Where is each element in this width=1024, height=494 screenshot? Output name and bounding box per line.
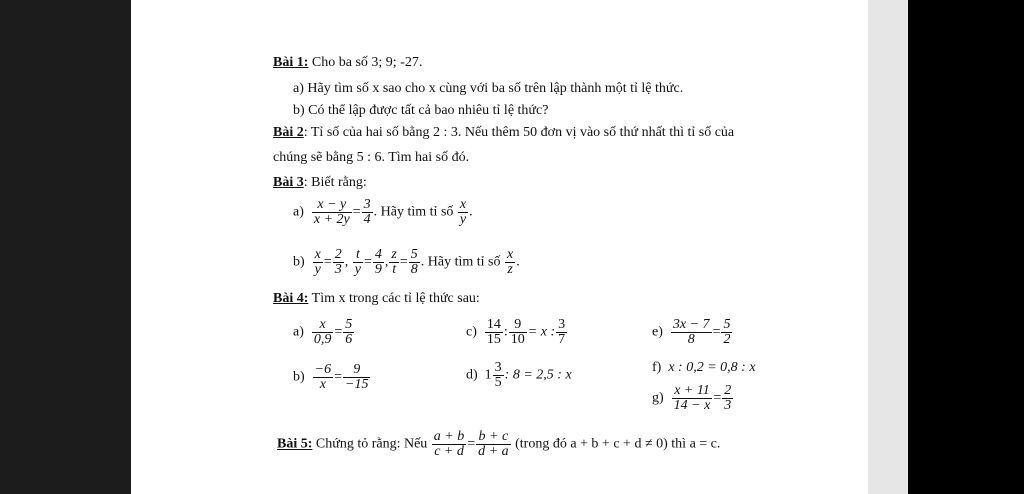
bai1-b: b) Có thể lập được tất cả bao nhiêu tỉ lệ thức?: [293, 103, 549, 118]
bai5-text: Chứng tỏ rằng: Nếu: [315, 436, 428, 452]
bai4-e: e) $\frac{3x - 7}{8}$ = $\frac{5}{2}$: [652, 317, 731, 347]
fraction: $\frac{5}{6}$: [345, 317, 353, 347]
document-page: [131, 0, 868, 494]
fraction: $\frac{2}{3}$: [334, 247, 342, 277]
fraction: $\frac{9}{-15}$: [345, 362, 369, 392]
bai4-g: g) $\frac{x + 11}{14 - x}$ = $\frac{2}{3}$: [652, 383, 732, 413]
bai1-text: Cho ba số 3; 9; -27.: [311, 55, 423, 70]
bai4-b: b) $\frac{-6}{x}$ = $\frac{9}{-15}$: [293, 362, 369, 392]
bai1-line: [273, 55, 422, 71]
bai2-text1: : Tỉ số của hai số bằng 2 : 3. Nếu thêm 50 đơn vị vào số thứ nhất thì tỉ số của: [303, 125, 735, 140]
bai4-text: Tìm x trong các tỉ lệ thức sau:: [311, 291, 480, 306]
bai4-title: Bài 4:: [273, 291, 309, 306]
bai3-b-label: b): [293, 254, 305, 270]
bai2-line1: [273, 125, 734, 141]
fraction: $\frac{3x - 7}{8}$: [672, 317, 710, 347]
fraction: $\frac{4}{9}$: [374, 247, 382, 277]
fraction: $\frac{a + b}{c + d}$: [433, 429, 465, 459]
bai4-c: c) $\frac{14}{15}$ : $\frac{9}{10}$ = x : $\frac{3}{7}$: [466, 317, 566, 347]
fraction: $\frac{3}{7}$: [558, 317, 566, 347]
bai3-line: [273, 175, 367, 191]
bai3-title: Bài 3: [273, 175, 304, 190]
fraction: $\frac{2}{3}$: [724, 383, 732, 413]
bai1-a: a) Hãy tìm số x sao cho x cùng với ba số trên lập thành một tỉ lệ thức.: [293, 81, 684, 96]
fraction: $\frac{b + c}{d + a}$: [478, 429, 509, 459]
bai5-line: Bài 5: Chứng tỏ rằng: Nếu $\frac{a + b}{c + d}$ = $\frac{b + c}{d + a}$ (trong đó a + b + c + d ≠ 0) thì a = c.: [277, 429, 721, 459]
fraction: $\frac{-6}{x}$: [314, 362, 332, 392]
bai5-title: Bài 5:: [277, 436, 313, 452]
fraction: $\frac{z}{t}$: [391, 247, 397, 277]
fraction: $\frac{5}{2}$: [723, 317, 731, 347]
fraction: $\frac{3}{4}$: [363, 197, 371, 227]
bai3-a: a) $\frac{x - y}{x + 2y}$ = $\frac{3}{4}$ . Hãy tìm tỉ số $\frac{x}{y}$ .: [293, 197, 473, 227]
fraction: $\frac{x}{0,9}$: [313, 317, 332, 347]
fraction: $\frac{x - y}{x + 2y}$: [313, 197, 350, 227]
bai2-title: Bài 2: [273, 125, 304, 140]
fraction: $\frac{x}{z}$: [507, 247, 514, 277]
fraction: $\frac{x}{y}$: [459, 197, 467, 227]
fraction: $\frac{5}{8}$: [410, 247, 418, 277]
fraction: $\frac{3}{5}$: [494, 360, 502, 390]
fraction: $\frac{x}{y}$: [314, 247, 321, 277]
bai3-a-label: a): [293, 204, 304, 220]
bai1-title: Bài 1:: [273, 55, 309, 70]
bai4-a: a) $\frac{x}{0,9}$ = $\frac{5}{6}$: [293, 317, 353, 347]
bai3-b: b) $\frac{x}{y}$ = $\frac{2}{3}$ , $\frac{t}{y}$ = $\frac{4}{9}$ , $\frac{z}{t}$ = $\frac{5}{8}$ . Hãy tìm tỉ số $\frac{x}{z}$ .: [293, 247, 520, 277]
bai5-condition: (trong đó a + b + c + d ≠ 0) thì a = c.: [515, 436, 721, 452]
viewer-scrollbar-area[interactable]: [868, 0, 908, 494]
fraction: $\frac{x + 11}{14 - x}$: [673, 383, 711, 413]
fraction: $\frac{9}{10}$: [510, 317, 525, 347]
viewer-background-left: [0, 0, 131, 494]
bai3-text: : Biết rằng:: [303, 175, 367, 190]
bai4-line: [273, 291, 480, 307]
bai4-d: d) 1 $\frac{3}{5}$ : 8 = 2,5 : x: [466, 360, 572, 390]
bai4-f: f) x : 0,2 = 0,8 : x: [652, 360, 756, 375]
fraction: $\frac{14}{15}$: [486, 317, 501, 347]
bai2-line2: chúng sẽ bằng 5 : 6. Tìm hai số đó.: [273, 150, 470, 165]
fraction: $\frac{t}{y}$: [354, 247, 362, 277]
